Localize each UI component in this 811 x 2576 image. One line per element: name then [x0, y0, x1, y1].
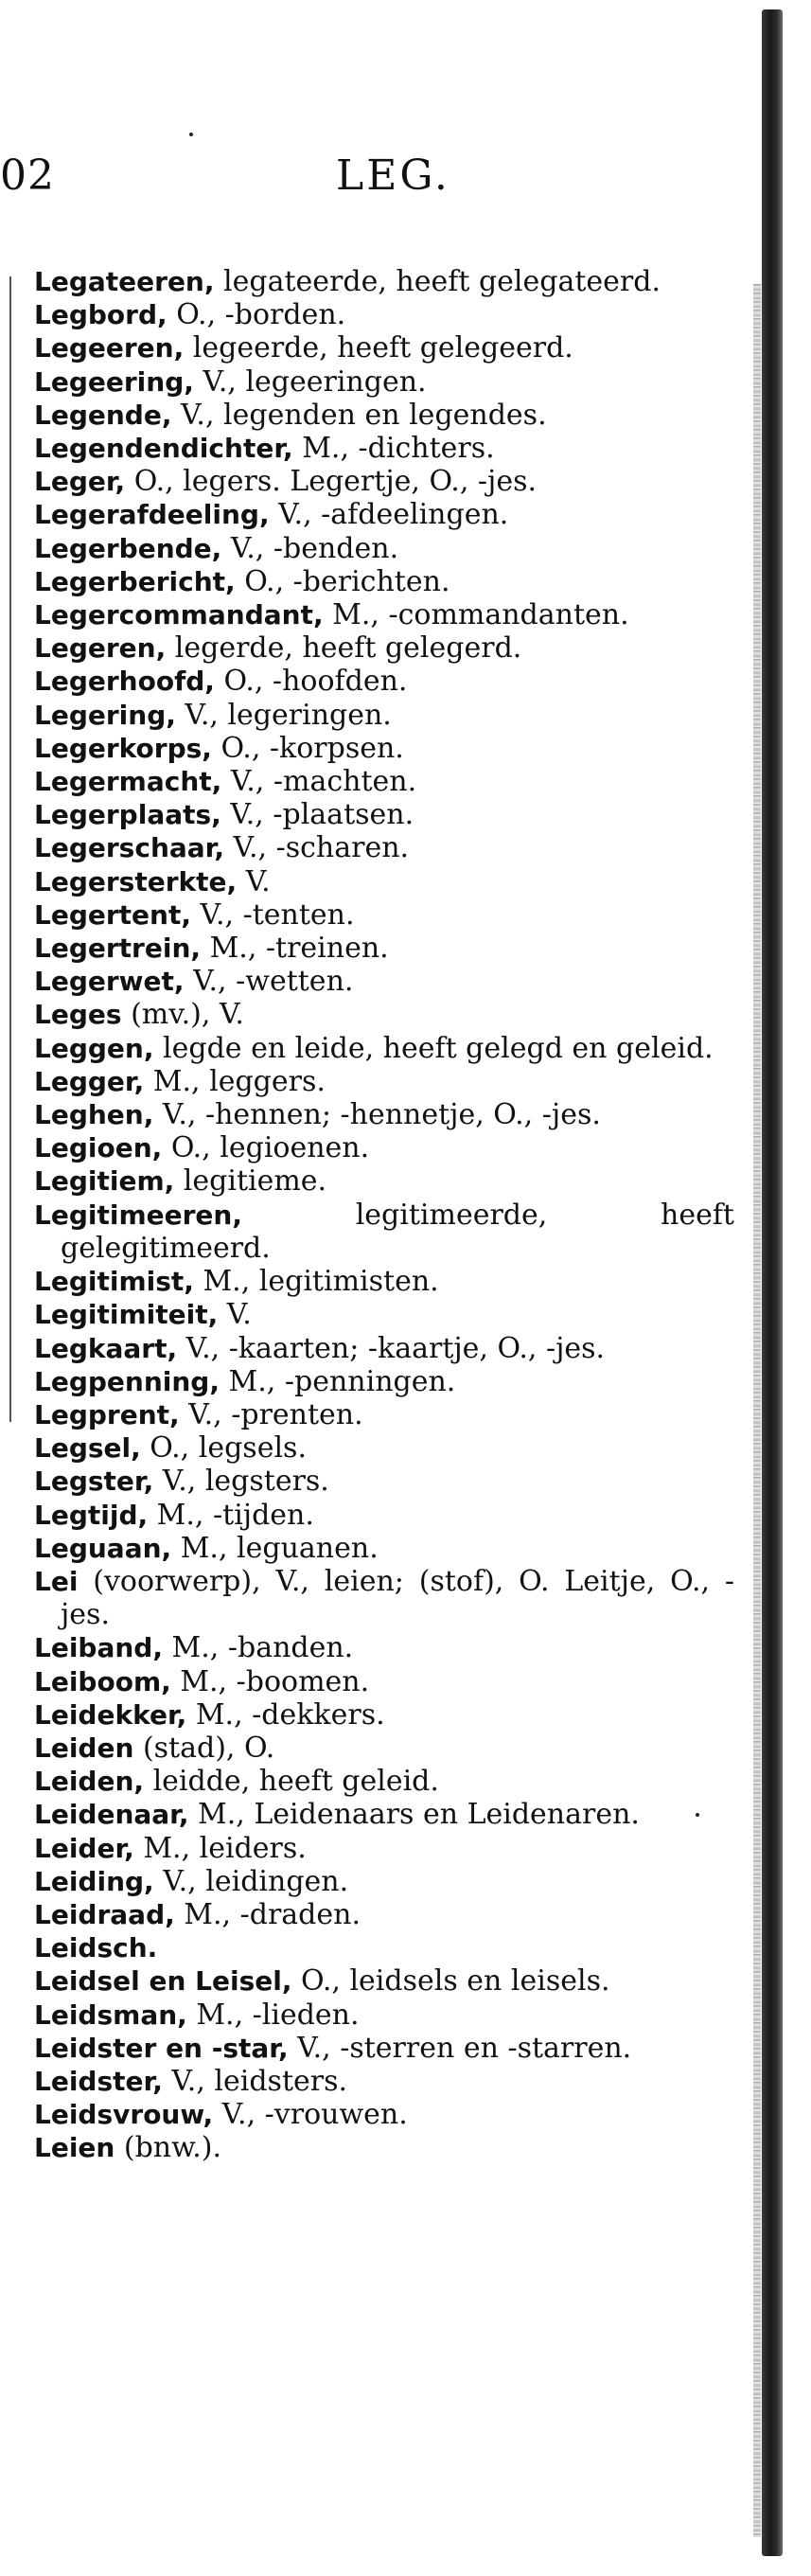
entry-headword: Legermacht,: [34, 766, 222, 798]
entry-headword: Legitimist,: [34, 1266, 194, 1298]
entry-headword: Leidenaar,: [34, 1799, 189, 1831]
entry-headword: Leger,: [34, 466, 126, 498]
entry-definition: V., -afdeelingen.: [269, 498, 509, 532]
entry-headword: Legertrein,: [34, 933, 202, 965]
entry-definition: M., -commandanten.: [323, 598, 629, 632]
dictionary-entry: [34, 265, 734, 298]
dictionary-entry: [34, 898, 734, 932]
entry-definition: V., leidingen.: [153, 1864, 349, 1898]
entry-headword: Legpenning,: [34, 1365, 220, 1397]
entry-headword: Legster,: [34, 1466, 154, 1498]
print-speck: [189, 133, 193, 136]
entry-definition: (mv.), V.: [121, 998, 244, 1032]
entry-definition: leidde, heeft geleid.: [144, 1765, 439, 1799]
entry-headword: Legkaart,: [34, 1332, 178, 1364]
dictionary-entry: [34, 932, 734, 965]
dictionary-entry: [34, 865, 734, 898]
page-edge: [753, 284, 761, 2537]
dictionary-entry: [34, 631, 734, 665]
entry-definition: M., -banden.: [162, 1631, 354, 1665]
entry-definition: V., -vrouwen.: [213, 2098, 408, 2132]
entry-headword: Legering,: [34, 699, 176, 731]
dictionary-entry: [34, 699, 734, 732]
entry-definition: M., -lieden.: [186, 1998, 360, 2032]
dictionary-entry: [34, 1532, 734, 1565]
dictionary-entry: [34, 1964, 734, 1998]
entry-headword: Legerschaar,: [34, 832, 224, 864]
dictionary-entry: [34, 1732, 734, 1765]
dictionary-entry: [34, 1665, 734, 1698]
dictionary-entry: [34, 1398, 734, 1431]
entry-definition: V., -kaarten; -kaartje, O., -jes.: [177, 1331, 606, 1365]
entry-headword: Legeeren,: [34, 332, 185, 364]
entry-definition: V., legenden en legendes.: [171, 398, 547, 432]
entry-definition: V., legeringen.: [175, 698, 392, 732]
dictionary-entry: [34, 298, 734, 331]
entry-definition: O., -hoofden.: [214, 665, 408, 699]
dictionary-entry: [34, 2032, 734, 2065]
dictionary-entry: [34, 2065, 734, 2098]
entry-headword: Leguaan,: [34, 1532, 172, 1564]
entry-definition: O., -berichten.: [235, 564, 450, 598]
entry-definition: legateerde, heeft gelegateerd.: [214, 265, 661, 298]
entry-headword: Legeering,: [34, 365, 194, 398]
entry-headword: Leiband,: [34, 1632, 163, 1664]
entry-headword: Legger,: [34, 1065, 145, 1097]
entry-definition: legitimeerde, heeft gelegitimeerd.: [61, 1198, 734, 1265]
entry-definition: V., -tenten.: [191, 897, 355, 932]
entry-definition: V., -scharen.: [224, 831, 410, 865]
dictionary-entry: [34, 1164, 734, 1198]
entry-definition: M., legitimisten.: [193, 1265, 439, 1299]
entry-headword: Lei: [34, 1565, 79, 1597]
dictionary-entry: [34, 998, 734, 1031]
dictionary-entry: [34, 532, 734, 565]
entry-headword: Legtijd,: [34, 1499, 149, 1531]
entry-definition: M., -tijden.: [148, 1498, 314, 1532]
entry-definition: M., -treinen.: [201, 932, 389, 966]
dictionary-entry: [34, 1365, 734, 1398]
entry-headword: Legitiem,: [34, 1165, 175, 1198]
entry-definition: M., Leidenaars en Leidenaren.: [188, 1798, 640, 1832]
entry-definition: M., -dichters.: [292, 432, 495, 466]
dictionary-entry: [34, 465, 734, 498]
entry-definition: V., leidsters.: [162, 2064, 348, 2098]
entry-headword: Leidsel en Leisel,: [34, 1965, 292, 1998]
dictionary-entry: [34, 365, 734, 399]
entry-headword: Legersterkte,: [34, 865, 238, 897]
entry-definition: M., -penningen.: [220, 1364, 456, 1398]
entry-headword: Leiden,: [34, 1766, 145, 1798]
dictionary-entry: [34, 1931, 734, 1964]
entry-definition: (bnw.).: [115, 2131, 222, 2165]
entry-definition: V., -sterren en -starren.: [288, 2031, 632, 2065]
running-head: LEG.: [336, 151, 450, 200]
entry-definition: O., -korpsen.: [211, 731, 404, 765]
entry-definition: V., -plaatsen.: [220, 798, 414, 832]
dictionary-entry: [34, 1999, 734, 2032]
dictionary-entry: [34, 965, 734, 998]
entry-definition: V., -prenten.: [179, 1397, 363, 1431]
entry-headword: Legerbende,: [34, 532, 222, 564]
entry-headword: Legendendichter,: [34, 433, 293, 465]
dictionary-entry: [34, 399, 734, 432]
entry-headword: Leider,: [34, 1832, 134, 1864]
entry-headword: Leidraad,: [34, 1898, 175, 1930]
dictionary-entry: [34, 498, 734, 531]
dictionary-entry: [34, 1199, 734, 1265]
dictionary-entry: [34, 1032, 734, 1065]
dictionary-entry: [34, 1098, 734, 1131]
column-rule: [9, 276, 11, 1422]
dictionary-entry: [34, 1499, 734, 1532]
entry-definition: legde en leide, heeft gelegd en geleid.: [153, 1031, 714, 1065]
dictionary-entry: [34, 2131, 734, 2164]
dictionary-entry: [34, 1065, 734, 1098]
dictionary-entry: [34, 1332, 734, 1365]
entry-headword: Legerplaats,: [34, 799, 221, 831]
entry-headword: Legerhoofd,: [34, 666, 215, 698]
dictionary-entry: [34, 1265, 734, 1298]
entry-definition: M., leguanen.: [171, 1531, 379, 1565]
entry-definition: M., leiders.: [133, 1831, 307, 1865]
entry-headword: Leges: [34, 999, 122, 1031]
entry-headword: Legende,: [34, 399, 172, 431]
dictionary-entry: [34, 1898, 734, 1931]
entry-definition: O., legers. Legertje, O., -jes.: [125, 465, 538, 499]
entry-definition: V., -wetten.: [184, 965, 354, 999]
entry-definition: legeerde, heeft gelegeerd.: [184, 331, 573, 365]
entry-definition: V., -hennen; -hennetje, O., -jes.: [153, 1098, 601, 1132]
entry-headword: Leidsch.: [34, 1932, 158, 1964]
dictionary-entry: [34, 1131, 734, 1164]
entry-definition: M., -dekkers.: [186, 1697, 385, 1732]
dictionary-entry: [34, 665, 734, 698]
dictionary-entry: [34, 565, 734, 598]
entry-definition: V.: [218, 1298, 252, 1332]
entry-headword: Leidsman,: [34, 1999, 187, 2031]
binding-shadow: [762, 9, 783, 2556]
entry-headword: Leidekker,: [34, 1698, 187, 1731]
entry-headword: Legateeren,: [34, 266, 215, 297]
dictionary-entry: [34, 1765, 734, 1798]
entry-headword: Leidster,: [34, 2065, 163, 2097]
entry-headword: Leidster en -star,: [34, 2032, 289, 2064]
entry-headword: Legsel,: [34, 1432, 141, 1465]
entry-definition: V.: [237, 864, 271, 898]
entry-headword: Legbord,: [34, 299, 167, 331]
entry-headword: Legeren,: [34, 632, 167, 665]
entry-headword: Legerbericht,: [34, 565, 236, 597]
dictionary-entry: [34, 798, 734, 831]
page-number: 02: [0, 151, 55, 200]
entry-definition: O., legsels.: [140, 1431, 307, 1466]
entry-definition: legerde, heeft gelegerd.: [166, 631, 522, 666]
dictionary-entries: [34, 265, 734, 2165]
dictionary-entry: [34, 1798, 734, 1831]
entry-headword: Leggen,: [34, 1032, 154, 1064]
entry-headword: Leiding,: [34, 1865, 154, 1897]
entry-headword: Legerafdeeling,: [34, 499, 270, 531]
dictionary-entry: [34, 1698, 734, 1732]
dictionary-entry: [34, 598, 734, 631]
entry-headword: Leiden: [34, 1732, 134, 1764]
entry-definition: O., legioenen.: [162, 1131, 370, 1165]
dictionary-entry: [34, 331, 734, 364]
entry-headword: Leiboom,: [34, 1665, 171, 1697]
entry-definition: O., -borden.: [167, 298, 346, 332]
entry-definition: O., leidsels en leisels.: [291, 1964, 610, 1999]
dictionary-entry: [34, 1631, 734, 1664]
entry-definition: M., -boomen.: [170, 1664, 370, 1698]
entry-definition: legitieme.: [174, 1164, 327, 1199]
dictionary-entry: [34, 432, 734, 465]
entry-definition: V., legeeringen.: [193, 364, 427, 399]
dictionary-entry: [34, 2098, 734, 2131]
entry-headword: Leghen,: [34, 1099, 154, 1131]
entry-definition: (stad), O.: [133, 1731, 275, 1765]
entry-headword: Legioen,: [34, 1132, 163, 1164]
dictionary-entry: [34, 1465, 734, 1498]
dictionary-entry: [34, 1832, 734, 1865]
entry-headword: Legercommandant,: [34, 599, 324, 631]
entry-headword: Legertent,: [34, 898, 192, 931]
dictionary-entry: [34, 1431, 734, 1465]
dictionary-entry: [34, 1865, 734, 1898]
entry-headword: Legitimiteit,: [34, 1299, 219, 1331]
entry-headword: Legerkorps,: [34, 732, 212, 764]
entry-definition: V., -machten.: [221, 765, 417, 799]
entry-definition: (voorwerp), V., leien; (stof), O. Leitje, O., -jes.: [61, 1564, 734, 1632]
entry-definition: M., -draden.: [174, 1897, 361, 1931]
entry-definition: V., legsters.: [153, 1465, 329, 1499]
entry-definition: V., -benden.: [221, 531, 399, 565]
dictionary-entry: [34, 1565, 734, 1631]
dictionary-entry: [34, 732, 734, 765]
entry-headword: Leien: [34, 2132, 115, 2164]
entry-definition: M., leggers.: [144, 1064, 326, 1098]
entry-headword: Legitimeeren,: [34, 1199, 242, 1231]
dictionary-entry: [34, 1298, 734, 1331]
dictionary-entry: [34, 765, 734, 798]
entry-headword: Legprent,: [34, 1398, 180, 1430]
entry-headword: Leidsvrouw,: [34, 2099, 214, 2131]
dictionary-entry: [34, 831, 734, 864]
entry-headword: Legerwet,: [34, 966, 185, 998]
